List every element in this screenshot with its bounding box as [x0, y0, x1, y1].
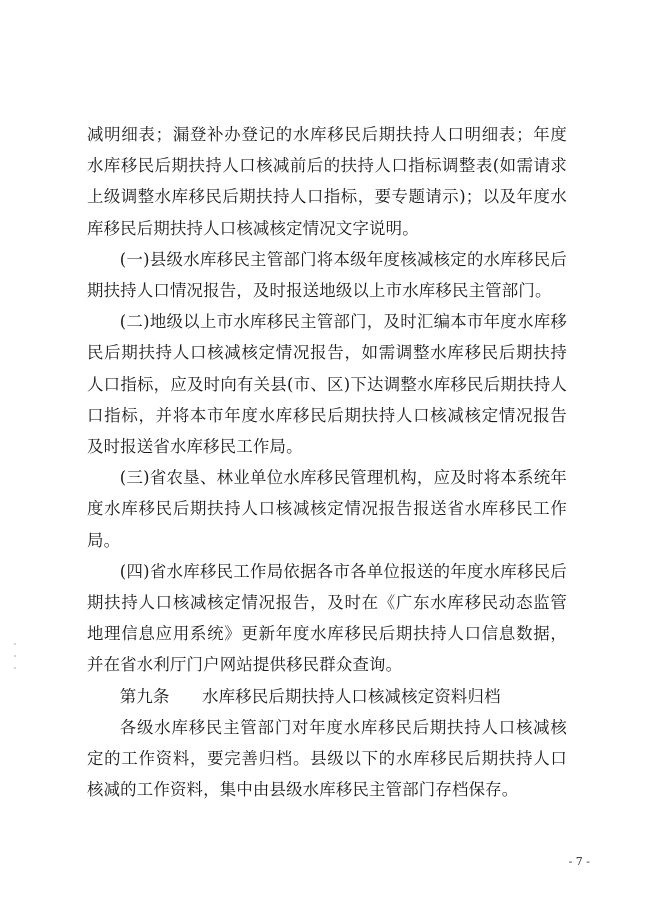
article-title: 水库移民后期扶持人口核减核定资料归档: [202, 686, 501, 706]
paragraph-archiving: 各级水库移民主管部门对年度水库移民后期扶持人口核减核定的工作资料，要完善归档。县级以下的水库移民后期扶持人口核减的工作资料，集中由县级水库移民主管部门存档保存。: [87, 717, 567, 800]
page-number: - 7 -: [568, 855, 590, 868]
document-body: [87, 119, 567, 805]
paragraph-provincial-bureau: (四)省水库移民工作局依据各市各单位报送的年度水库移民后期扶持人口核减核定情况报告，及时在《广东水库移民动态监管地理信息应用系统》更新年度水库移民后期扶持人口信息数据，并在省水利厅门户网站提供移民群众查询。: [87, 561, 567, 675]
paragraph-city-level: (二)地级以上市水库移民主管部门，及时汇编本市年度水库移民后期扶持人口核减核定情况报告，如需调整水库移民后期扶持人口指标，应及时向有关县(市、区)下达调整水库移民后期扶持人口指标，并将本市年度水库移民后期扶持人口核减核定情况报告及时报送省水库移民工作局。: [87, 312, 567, 457]
article-number: 第九条: [119, 686, 170, 706]
paragraph-agri-forestry: (三)省农垦、林业单位水库移民管理机构，应及时将本系统年度水库移民后期扶持人口核减核定情况报告报送省水库移民工作局。: [87, 468, 567, 550]
article-heading: [87, 681, 567, 712]
paragraph-materials-list: 减明细表；漏登补办登记的水库移民后期扶持人口明细表；年度水库移民后期扶持人口核减前后的扶持人口指标调整表(如需请求上级调整水库移民后期扶持人口指标，要专题请示)；以及年度水库移民后期扶持人口核减核定情况文字说明。: [87, 125, 567, 238]
paragraph-county-level: (一)县级水库移民主管部门将本级年度核减核定的水库移民后期扶持人口情况报告，及时报送地级以上市水库移民主管部门。: [87, 249, 567, 301]
binding-marks: [14, 643, 17, 673]
